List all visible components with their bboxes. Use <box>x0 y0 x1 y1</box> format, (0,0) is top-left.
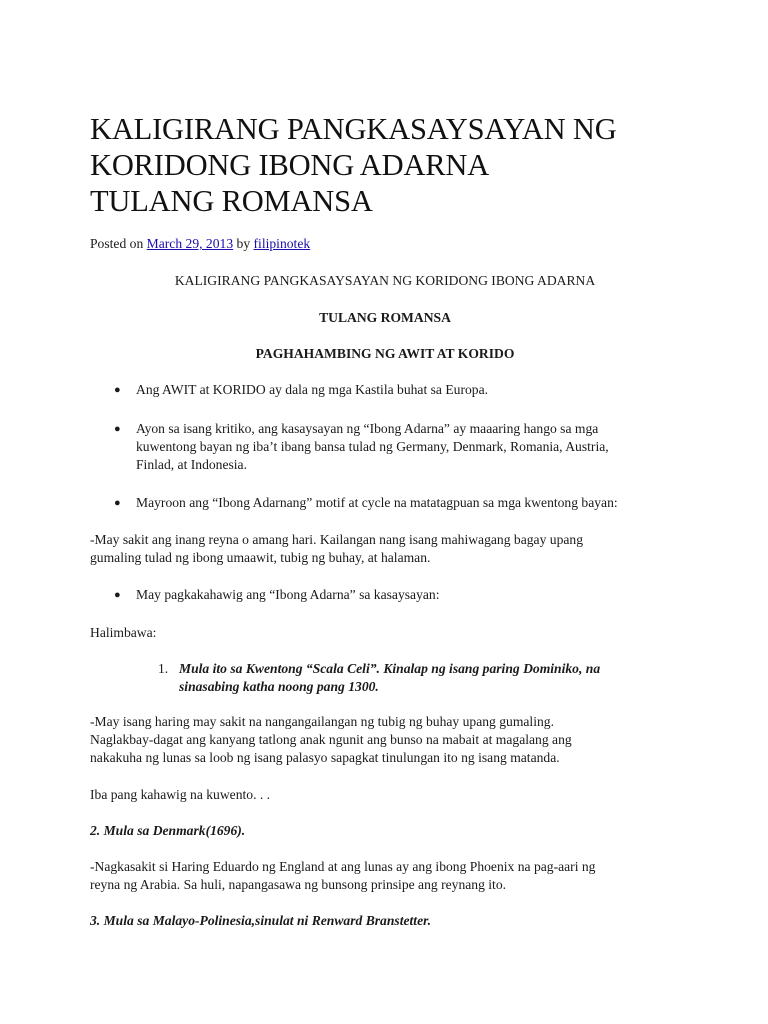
list-item-text: Ayon sa isang kritiko, ang kasaysayan ng “Ibong Adarna” ay maaaring hango sa mga <box>136 421 599 436</box>
paragraph-line: -May isang haring may sakit na nangangailangan ng tubig ng buhay upang gumaling. <box>90 714 554 729</box>
list-item-text: Ang AWIT at KORIDO ay dala ng mga Kastila buhat sa Europa. <box>136 382 489 397</box>
title-line: TULANG ROMANSA <box>90 184 373 218</box>
bullet-icon: ● <box>114 384 121 396</box>
bullet-icon: ● <box>114 589 121 601</box>
list-item-text: Mula ito sa Kwentong “Scala Celi”. Kinalap ng isang paring Dominiko, na <box>179 661 601 676</box>
paragraph-line: nakakuha ng lunas sa loob ng isang palasyo sapagkat tinulungan ito ng isang matanda. <box>90 750 560 765</box>
list-item-text: Finlad, at Indonesia. <box>136 457 247 472</box>
halimbawa-label: Halimbawa: <box>90 625 157 640</box>
bullet-icon: ● <box>114 497 121 509</box>
paragraph-line: Naglakbay-dagat ang kanyang tatlong anak ngunit ang bunso na mabait at magalang ang <box>90 732 572 747</box>
author-link[interactable]: filipinotek <box>253 236 311 251</box>
list-item-text: May pagkakahawig ang “Ibong Adarna” sa kasaysayan: <box>136 587 440 602</box>
section-heading: TULANG ROMANSA <box>319 310 451 325</box>
title-line: KORIDONG IBONG ADARNA <box>90 148 490 182</box>
post-date-link[interactable]: March 29, 2013 <box>146 236 234 251</box>
posted-on-label: Posted on <box>90 236 144 251</box>
list-number: 1. <box>158 661 169 676</box>
list-item-text: Mayroon ang “Ibong Adarnang” motif at cycle na matatagpuan sa mga kwentong bayan: <box>136 495 618 510</box>
paragraph <box>90 858 690 894</box>
section-heading: PAGHAHAMBING NG AWIT AT KORIDO <box>255 346 515 361</box>
paragraph: Iba pang kahawig na kuwento. . . <box>90 787 271 802</box>
paragraph-line: gumaling tulad ng ibong umaawit, tubig ng buhay, at halaman. <box>90 550 431 565</box>
post-meta <box>90 235 310 253</box>
title-line: KALIGIRANG PANGKASAYSAYAN NG <box>90 112 617 146</box>
paragraph <box>90 713 690 767</box>
bullet-icon: ● <box>114 423 121 435</box>
list-item-text: sinasabing katha noong pang 1300. <box>179 679 379 694</box>
section-heading: KALIGIRANG PANGKASAYSAYAN NG KORIDONG IBONG ADARNA <box>174 273 596 288</box>
paragraph-line: -Nagkasakit si Haring Eduardo ng England at ang lunas ay ang ibong Phoenix na pag-aari ng <box>90 859 596 874</box>
by-label: by <box>236 236 251 251</box>
paragraph-line: -May sakit ang inang reyna o amang hari. Kailangan nang isang mahiwagang bagay upang <box>90 532 583 547</box>
paragraph <box>90 531 690 567</box>
paragraph-line: reyna ng Arabia. Sa huli, napangasawa ng bunsong prinsipe ang reynang ito. <box>90 877 507 892</box>
page-title <box>90 111 690 219</box>
section-subheading: 3. Mula sa Malayo-Polinesia,sinulat ni Renward Branstetter. <box>90 913 432 928</box>
section-subheading: 2. Mula sa Denmark(1696). <box>90 823 246 838</box>
list-item-text: kuwentong bayan ng iba’t ibang bansa tulad ng Germany, Denmark, Romania, Austria, <box>136 439 609 454</box>
